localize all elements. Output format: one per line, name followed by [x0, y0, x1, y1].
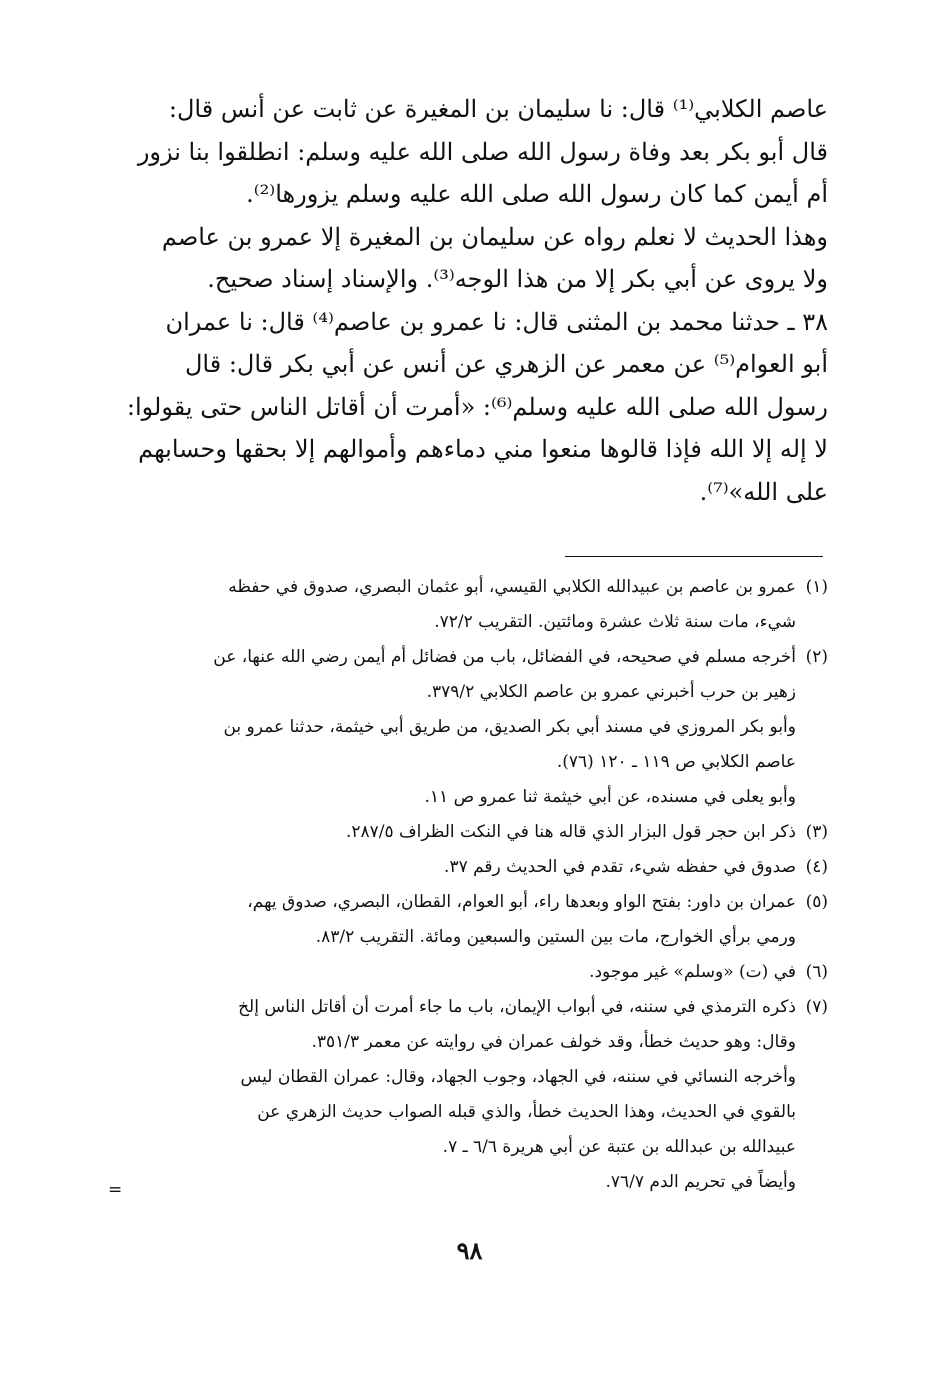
footnote-line: [128, 885, 828, 920]
main-text-block: [128, 88, 828, 513]
footnote-text: وقال: وهو حديث خطأ، وقد خولف عمران في روايته عن معمر ٣٥١/٣.: [311, 1032, 796, 1052]
footnote-line: [128, 605, 828, 640]
footnote-number: (٤): [805, 857, 828, 877]
main-text-line: على الله»⁽⁷⁾.: [699, 477, 828, 506]
footnote-line: [128, 1095, 828, 1130]
footnote-text: عاصم الكلابي ص ١١٩ ـ ١٢٠ (٧٦).: [556, 752, 796, 772]
footnote-text: وأبو يعلى في مسنده، عن أبي خيثمة ثنا عمرو ص ١١.: [424, 787, 796, 807]
continuation-mark: =: [108, 1180, 123, 1200]
footnote-text: وأبو بكر المروزي في مسند أبي بكر الصديق، من طريق أبي خيثمة، حدثنا عمرو بن: [223, 717, 796, 737]
footnote-text: ورمي برأي الخوارج، مات بين الستين والسبعين ومائة. التقريب ٨٣/٢.: [315, 927, 796, 947]
hadith-38-line: ٣٨ ـ حدثنا محمد بن المثنى قال: نا عمرو بن عاصم⁽⁴⁾ قال: نا عمران: [165, 307, 828, 336]
footnote-text: زهير بن حرب أخبرني عمرو بن عاصم الكلابي ٣٧٩/٢.: [426, 682, 796, 702]
footnote-line: [128, 640, 828, 675]
main-text-line: عاصم الكلابي⁽¹⁾ قال: نا سليمان بن المغيرة عن ثابت عن أنس قال:: [168, 95, 828, 123]
footnote-text: ذكره الترمذي في سننه، في أبواب الإيمان، باب ما جاء أمرت أن أقاتل الناس إلخ: [238, 997, 796, 1017]
footnote-line: [128, 815, 828, 850]
footnote-text: وأخرجه النسائي في سننه، في الجهاد، وجوب الجهاد، وقال: عمران القطان ليس: [240, 1067, 796, 1087]
footnote-number: (٥): [805, 892, 828, 912]
footnote-line: [128, 1165, 828, 1200]
footnote-line: [128, 850, 828, 885]
main-text-line: قال أبو بكر بعد وفاة رسول الله صلى الله عليه وسلم: انطلقوا بنا نزور: [137, 137, 828, 166]
footnote-line: [128, 675, 828, 710]
main-text-line: لا إله إلا الله فإذا قالوها منعوا مني دماءهم وأموالهم إلا بحقها وحسابهم: [138, 435, 828, 463]
page-number: ٩٨: [456, 1236, 483, 1265]
footnote-number: (٧): [805, 997, 828, 1017]
footnote-line: [128, 1130, 828, 1165]
footnotes-block: [128, 570, 828, 1200]
footnote-text: صدوق في حفظه شيء، تقدم في الحديث رقم ٣٧.: [444, 857, 796, 877]
footnote-line: [128, 570, 828, 605]
footnote-line: [128, 990, 828, 1025]
main-text-line: أم أيمن كما كان رسول الله صلى الله عليه وسلم يزورها⁽²⁾.: [246, 180, 828, 208]
footnote-number: (٢): [805, 647, 828, 667]
footnote-text: عمرو بن عاصم بن عبيدالله الكلابي القيسي، أبو عثمان البصري، صدوق في حفظه: [228, 577, 796, 597]
footnote-number: (٣): [805, 822, 828, 842]
footnote-line: [128, 780, 828, 815]
footnote-text: عبيدالله بن عبدالله بن عتبة عن أبي هريرة ٦/٦ ـ ٧.: [442, 1137, 796, 1157]
footnote-line: [128, 1025, 828, 1060]
footnote-text: بالقوي في الحديث، وهذا الحديث خطأ، والذي قبله الصواب حديث الزهري عن: [257, 1102, 796, 1122]
main-text-line: أبو العوام⁽⁵⁾ عن معمر عن الزهري عن أنس عن أبي بكر قال: قال: [184, 350, 828, 378]
footnote-text: وأيضاً في تحريم الدم ٧٦/٧.: [605, 1172, 796, 1192]
main-text-line: رسول الله صلى الله عليه وسلم⁽⁶⁾: «أمرت أن أقاتل الناس حتى يقولوا:: [126, 392, 828, 421]
footnote-line: [128, 955, 828, 990]
footnote-number: (١): [805, 577, 828, 597]
footnote-number: (٦): [805, 962, 828, 982]
footnote-text: أخرجه مسلم في صحيحه، في الفضائل، باب من فضائل أم أيمن رضي الله عنها، عن: [213, 647, 796, 667]
footnote-line: [128, 1060, 828, 1095]
footnote-line: [128, 710, 828, 745]
footnote-text: في (ت) «وسلم» غير موجود.: [589, 962, 796, 982]
footnote-line: [128, 745, 828, 780]
footnote-text: ذكر ابن حجر قول البزار الذي قاله هنا في النكت الظراف ٢٨٧/٥.: [345, 822, 796, 842]
footnote-divider: [565, 556, 823, 557]
footnote-line: [128, 920, 828, 955]
main-text-line: وهذا الحديث لا نعلم رواه عن سليمان بن المغيرة إلا عمرو بن عاصم: [161, 222, 828, 251]
footnote-text: شيء، مات سنة ثلاث عشرة ومائتين. التقريب ٧٢/٢.: [434, 612, 796, 632]
main-text-line: ولا يروى عن أبي بكر إلا من هذا الوجه⁽³⁾. والإسناد إسناد صحيح.: [207, 265, 828, 293]
footnote-text: عمران بن داور: بفتح الواو وبعدها راء، أبو العوام، القطان، البصري، صدوق يهم،: [247, 892, 796, 912]
